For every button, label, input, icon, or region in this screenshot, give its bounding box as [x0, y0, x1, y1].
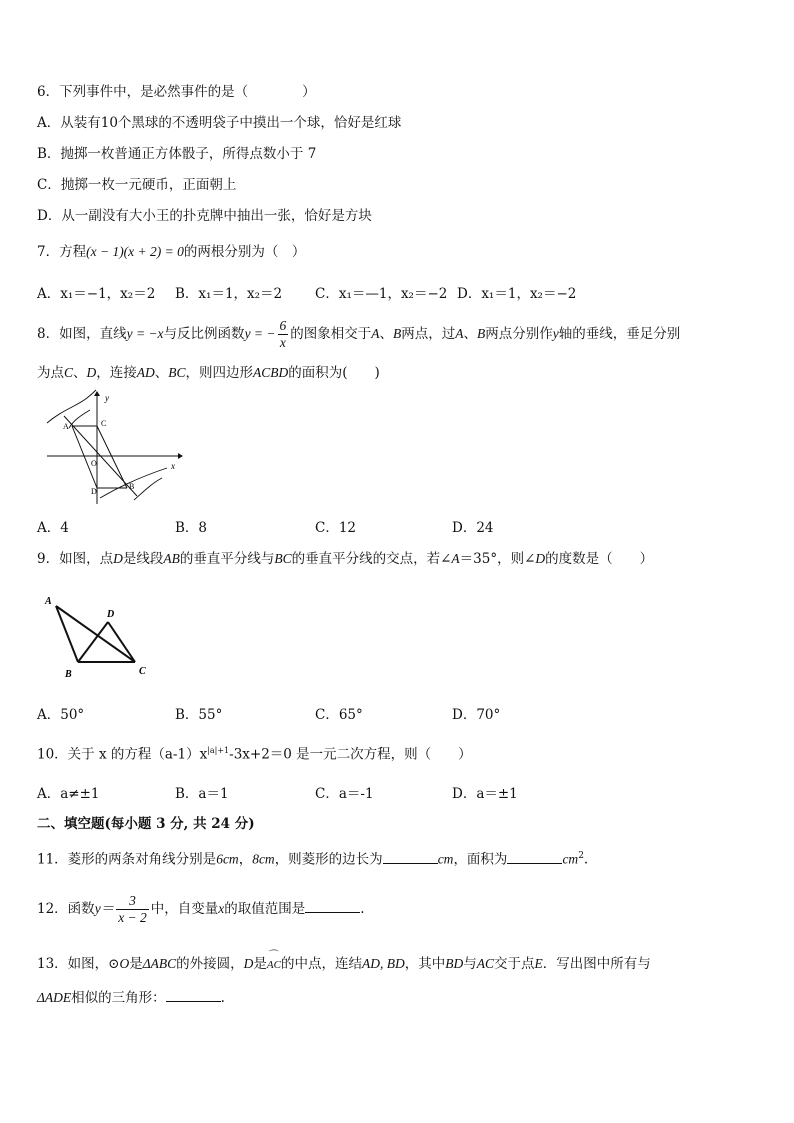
q9-option-d: D．70° — [452, 707, 501, 723]
q7-option-c: C．x₁＝—1，x₂＝−2 — [315, 286, 448, 302]
q7-options — [37, 284, 777, 304]
q10-option-d: D．a＝±1 — [452, 786, 518, 802]
q9-option-c: C．65° — [315, 707, 363, 723]
q10-option-c: C．a＝-1 — [315, 786, 374, 802]
q10-stem: 10．关于 x 的方程$(a-1)x^{|a|+1}-3x+2=0$ 是一元二次方程，则（ ） — [37, 746, 472, 763]
q10-option-b: B．a＝1 — [175, 786, 229, 802]
section-heading: 二、填空题(每小题 3 分, 共 24 分) — [37, 816, 255, 832]
q12-blank — [305, 898, 360, 913]
q8-label-o: O — [91, 459, 97, 468]
q8-fraction: $\frac{6}{x}$ — [279, 318, 287, 350]
q9-label-a: A — [45, 596, 52, 607]
q9-label-d: D — [107, 609, 115, 620]
q9-figure — [40, 592, 155, 680]
q9-stem: 9．如图，点D是线段AB的垂直平分线与BC的垂直平分线的交点，若∠A＝35°，则∠D的度数是（ ） — [37, 551, 654, 567]
q13-stem-line2: ΔADE相似的三角形： . — [37, 987, 225, 1008]
q8-label-y: y — [105, 393, 109, 403]
q6-option-b: B．抛掷一枚普通正方体骰子，所得点数小于 7 — [37, 146, 317, 162]
q7-option-d: D．x₁＝1，x₂＝−2 — [457, 286, 577, 302]
q7-stem: 7．方程(x − 1)(x + 2) = 0的两根分别为（ ） — [37, 244, 306, 260]
q6-stem: 6．下列事件中，是必然事件的是（ ） — [37, 84, 316, 100]
q10-option-a: A．a≠±1 — [37, 786, 100, 802]
q9-label-b: B — [65, 669, 72, 680]
q8-label-d: D — [91, 487, 97, 496]
q9-options — [37, 705, 777, 725]
q7-equation: (x − 1)(x + 2) = 0 — [86, 244, 184, 259]
q6-option-a: A．从装有10个黑球的不透明袋子中摸出一个球，恰好是红球 — [37, 115, 402, 131]
q8-stem-line2: 为点C、D，连接AD、BC，则四边形ACBD的面积为( ) — [37, 365, 380, 381]
q8-option-d: D．24 — [452, 520, 494, 536]
q7-option-a: A．x₁＝−1，x₂＝2 — [37, 286, 156, 302]
q12-stem: 12．函数y＝ $\frac{3}{x - 2}$ 中，自变量x的取值范围是 . — [37, 893, 365, 925]
q8-option-b: B．8 — [175, 520, 208, 536]
q11-blank-side — [383, 849, 438, 864]
q8-label-b: B — [129, 482, 135, 491]
q8-option-a: A．4 — [37, 520, 69, 536]
q8-option-c: C．12 — [315, 520, 357, 536]
q8-options — [37, 518, 777, 538]
q6-option-d: D．从一副没有大小王的扑克牌中抽出一张，恰好是方块 — [37, 208, 372, 224]
q11-stem: 11．菱形的两条对角线分别是6cm，8cm，则菱形的边长为 cm，面积为 $cm^2$. — [37, 846, 588, 870]
q8-label-c: C — [101, 419, 107, 428]
q8-stem-line1: 8．如图，直线y = −x与反比例函数y = − $\frac{6}{x}$ 的图象相交于A、B两点，过A、B两点分别作y轴的垂线，垂足分别 — [37, 318, 681, 350]
q13-arc: ⌒ AC — [266, 950, 281, 971]
q10-options — [37, 784, 777, 804]
q9-option-a: A．50° — [37, 707, 85, 723]
q13-stem-line1: 13．如图，⊙O是ΔABC的外接圆，D是 ⌒ AC的中点，连结AD, BD，其中BD与AC交于点E．写出图中所有与 — [37, 951, 651, 975]
q9-option-b: B．55° — [175, 707, 223, 723]
q8-label-x: x — [171, 461, 175, 471]
q11-blank-area — [507, 849, 562, 864]
q13-blank — [166, 987, 221, 1002]
q12-fraction: $\frac{3}{x - 2}$ — [118, 893, 147, 925]
q8-figure — [42, 388, 192, 506]
q9-label-c: C — [139, 666, 146, 677]
q7-option-b: B．x₁＝1，x₂＝2 — [175, 286, 283, 302]
q8-label-a: A — [63, 422, 69, 431]
q6-option-c: C．抛掷一枚一元硬币，正面朝上 — [37, 177, 237, 193]
